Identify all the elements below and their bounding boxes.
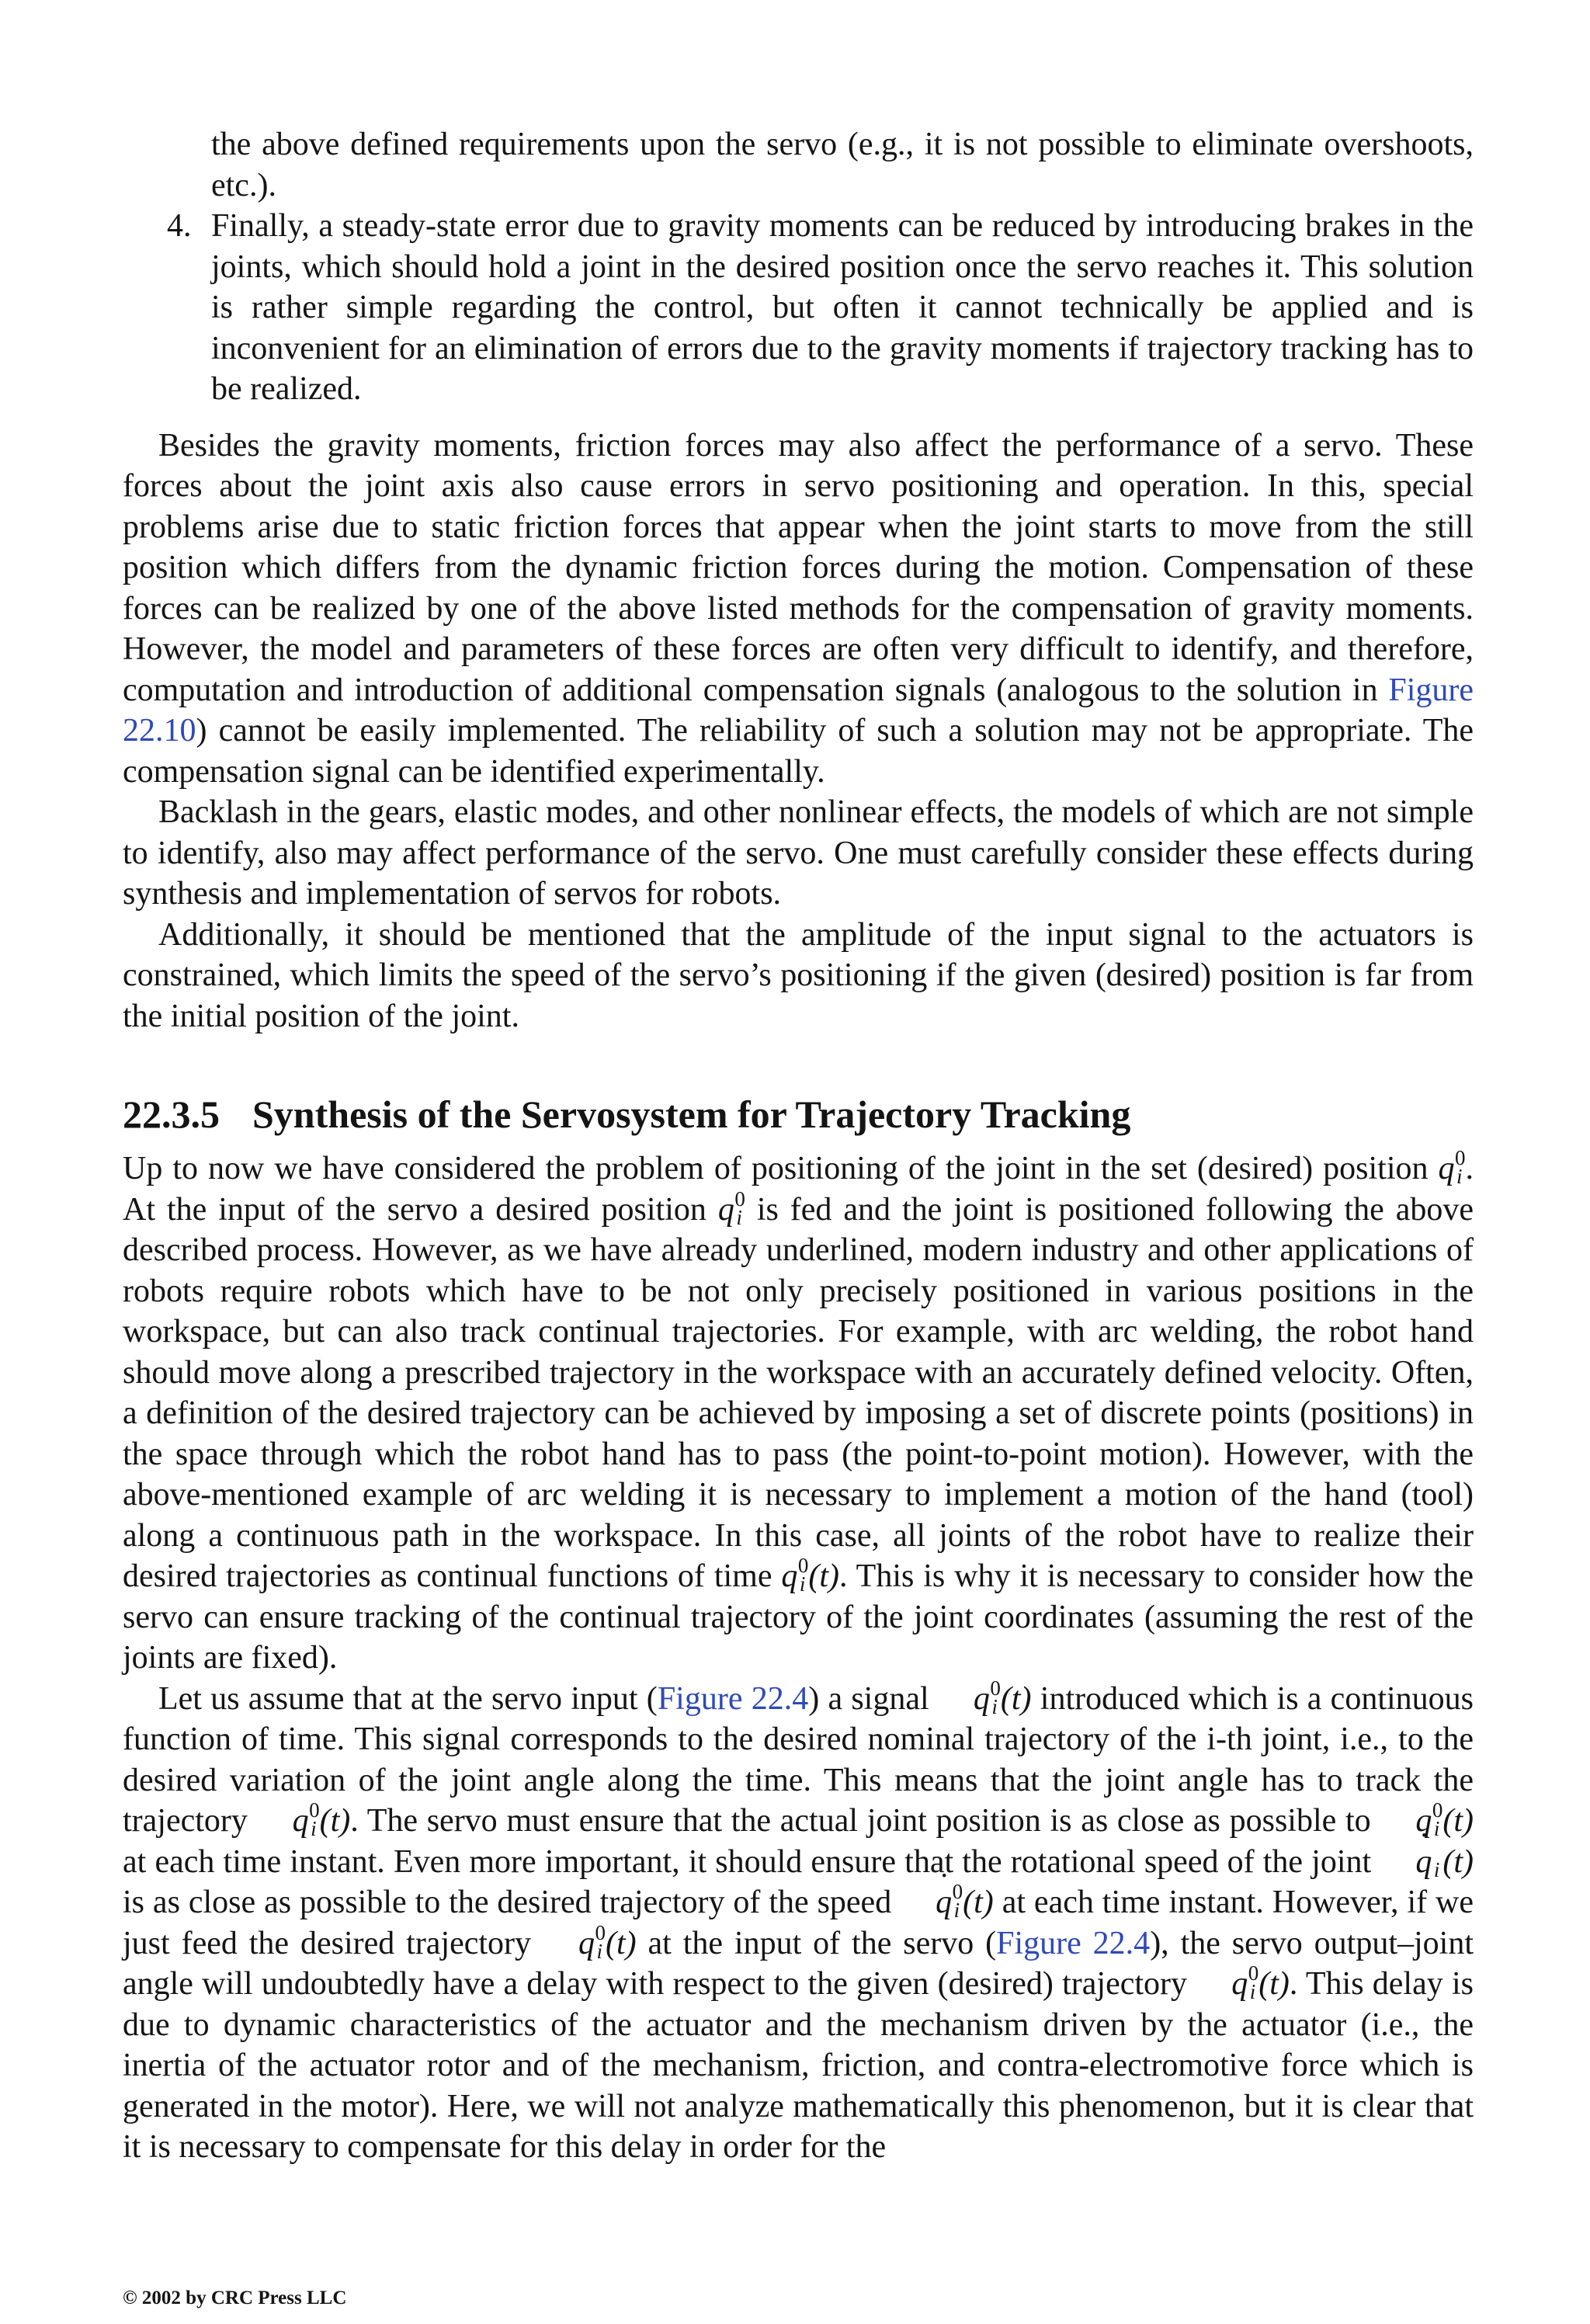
math-t: (t) xyxy=(1442,1803,1474,1839)
math-qdot-i-0-t: ˙ q 0 i xyxy=(900,1882,963,1923)
figure-link[interactable]: Figure 22.10 xyxy=(123,672,1474,749)
text-run: introduced which is a continuous function of time. This signal corresponds to the desired nominal trajectory of the i-th joint, i.e., to the desired variation of the joint angle along the time. This means that the joint angle has to track the trajectory xyxy=(123,1680,1474,1839)
math-q-i-0: q 0 i xyxy=(1438,1146,1466,1188)
text-run: . This delay is due to dynamic characteristics of the actuator and the mechanism driven by the actuator (i.e., the inertia of the actuator rotor and of the mechanism, friction, and contra-electromotive force which is generated in the motor). Here, we will not analyze mathematically this phenomenon, but it is clear that it is necessary to compensate for this delay in order for the xyxy=(123,1966,1474,2165)
text-run: at the input of the servo ( xyxy=(636,1925,997,1961)
copyright-footer: © 2002 by CRC Press LLC xyxy=(123,2288,347,2308)
paragraph-backlash: Backlash in the gears, elastic modes, and other nonlinear effects, the models of which are not simple to identify, also may affect performance of the servo. One must carefully consider these effects during synthesis and implementation of servos for robots. xyxy=(123,794,1474,912)
paragraph-synthesis xyxy=(123,1148,1474,1679)
paragraph-amplitude: Additionally, it should be mentioned that the amplitude of the input signal to the actuators is constrained, which limits the speed of the servo’s positioning if the given (desired) position is far from the initial position of the joint. xyxy=(123,916,1474,1034)
section-heading xyxy=(123,1091,1474,1138)
text-run: Let us assume that at the servo input ( xyxy=(158,1680,658,1717)
math-t: (t) xyxy=(319,1803,351,1839)
math-q-i-0: q 0 i xyxy=(717,1186,745,1229)
math-t: (t) xyxy=(808,1558,840,1594)
paragraph-friction xyxy=(123,426,1474,793)
text-run: Up to now we have considered the problem of positioning of the joint in the set (desired) position xyxy=(123,1151,1439,1186)
text-run: ) cannot be easily implemented. The reliability of such a solution may not be appropriate. The compensation signal can be identified experimentally. xyxy=(123,713,1474,790)
text-run: at each time instant. Even more important, it should ensure that the rotational speed of the joint xyxy=(123,1843,1380,1880)
math-t: (t) xyxy=(963,1885,994,1920)
text-run: ) a signal xyxy=(808,1680,938,1717)
section-title: Synthesis of the Servosystem for Trajectory Tracking xyxy=(252,1093,1131,1136)
math-t: (t) xyxy=(1000,1680,1032,1717)
text-run: is fed and the joint is positioned following the above described process. However, as we have already underlined, modern industry and other applications of robots require robots which have to be not only precisely positioned in various positions in the workspace, but can also track continual trajectories. For example, with arc welding, the robot hand should move along a prescribed trajectory in the workspace with an accurately defined velocity. Often, a definition of the desired trajectory can be achieved by imposing a set of discrete points (positions) in the space through which the robot hand has to pass (the point-to-point motion). However, with the above-mentioned example of arc welding it is necessary to implement a motion of the hand (tool) along a continuous path in the workspace. In this case, all joints of the robot have to realize their desired trajectories as continual functions of time xyxy=(123,1191,1474,1594)
paragraph-assume xyxy=(123,1676,1474,2168)
text-run: . At the input of the servo a desired position xyxy=(123,1151,1474,1228)
math-q-i-0-t: q 0 i xyxy=(1231,1961,1259,2003)
text-run: is as close as possible to the desired trajectory of the speed xyxy=(123,1885,901,1920)
list-number: 4. xyxy=(167,208,192,244)
figure-link[interactable]: Figure 22.4 xyxy=(996,1925,1151,1961)
math-q-i-0-t: q 0 i xyxy=(781,1554,809,1596)
list-item-text: Finally, a steady-state error due to gravity moments can be reduced by introducing brakes in the joints, which should hold a joint in the desired position once the servo reaches it. This solution is rather simple regarding the control, but often it cannot technically be applied and is inconvenient for an elimination of errors due to the gravity moments if trajectory tracking has to be realized. xyxy=(211,208,1474,407)
figure-link[interactable]: Figure 22.4 xyxy=(657,1680,809,1717)
text-run: at each time instant. However, if we just feed the desired trajectory xyxy=(123,1885,1474,1961)
math-q-i-0-t: q 0 i xyxy=(1415,1798,1443,1840)
section-number: 22.3.5 xyxy=(123,1093,220,1136)
math-qdot-i-t: ˙ q i xyxy=(1380,1842,1442,1883)
math-q-i-0-t: q 0 i xyxy=(578,1920,606,1963)
text-run: Besides the gravity moments, friction forces may also affect the performance of a servo. These forces about the joint axis also cause errors in servo positioning and operation. In this, special problems arise due to static friction forces that appear when the joint starts to move from the still position which differs from the dynamic friction forces during the motion. Compensation of these forces can be realized by one of the above listed methods for the compensation of gravity moments. However, the model and parameters of these forces are often very difficult to identify, and therefore, computation and introduction of additional compensation signals (analogous to the solution in xyxy=(123,427,1474,708)
text-run: ), the servo output–joint angle will undoubtedly have a delay with respect to the given (desired) trajectory xyxy=(123,1925,1474,2002)
math-q-i-0-t: q 0 i xyxy=(973,1676,1001,1718)
math-q-i-0-t: q 0 i xyxy=(292,1798,320,1840)
math-t: (t) xyxy=(605,1925,637,1961)
page-body xyxy=(123,124,1474,2168)
list-item-continuation: the above defined requirements upon the servo (e.g., it is not possible to eliminate overshoots, etc.). xyxy=(211,127,1474,203)
text-run: . This is why it is necessary to consider how the servo can ensure tracking of the continual trajectory of the joint coordinates (assuming the rest of the joints are fixed). xyxy=(123,1558,1474,1676)
math-t: (t) xyxy=(1442,1843,1474,1880)
math-t: (t) xyxy=(1258,1966,1290,2002)
text-run: . The servo must ensure that the actual joint position is as close as possible to xyxy=(350,1803,1380,1839)
list-item-4 xyxy=(123,206,1474,410)
